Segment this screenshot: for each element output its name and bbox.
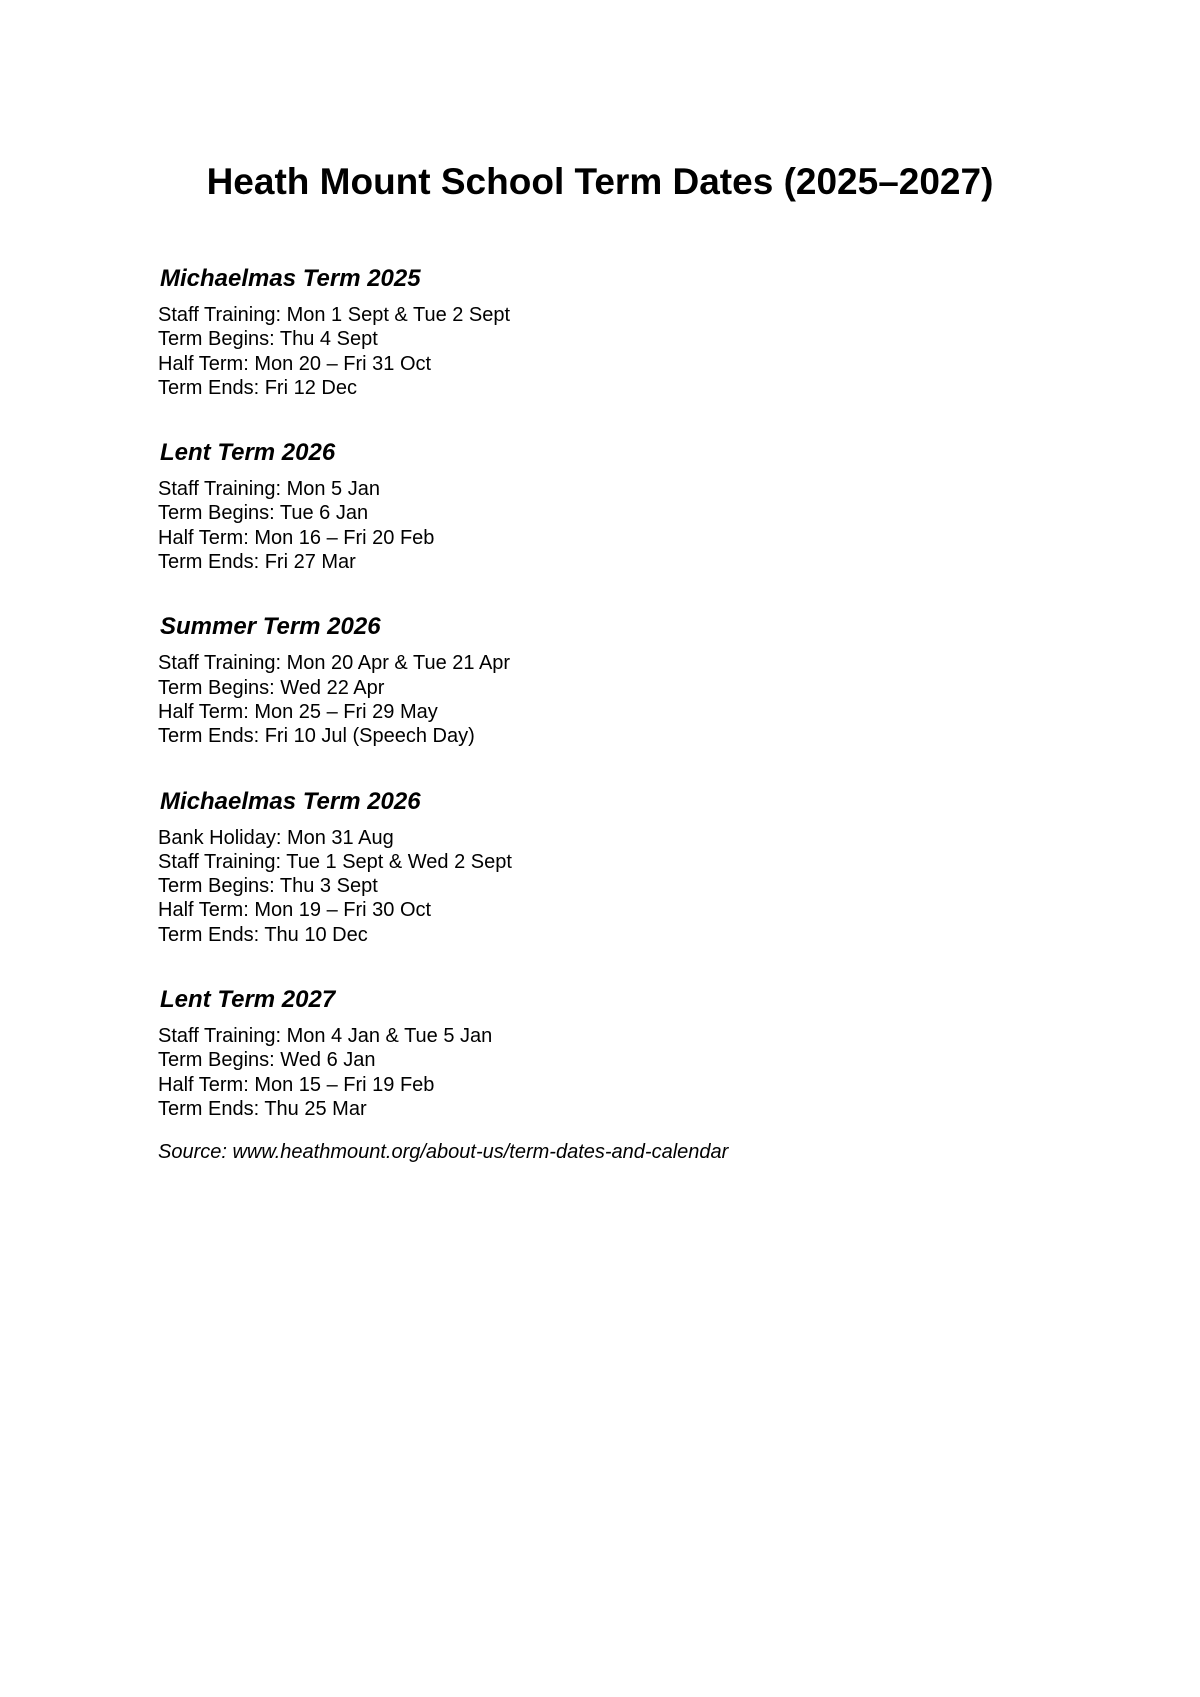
term-begins-line: Term Begins: Tue 6 Jan <box>158 502 369 525</box>
page-title: Heath Mount School Term Dates (2025–2027) <box>206 161 994 202</box>
source-note: Source: www.heathmount.org/about-us/term-dates-and-calendar <box>158 1141 729 1164</box>
term-ends-line: Term Ends: Fri 10 Jul (Speech Day) <box>158 725 475 748</box>
term-begins-line: Term Begins: Wed 6 Jan <box>158 1049 376 1072</box>
term-section-michaelmas-2026 <box>158 787 1108 947</box>
term-ends-line: Term Ends: Thu 10 Dec <box>158 923 368 946</box>
half-term-line: Half Term: Mon 19 – Fri 30 Oct <box>158 899 432 922</box>
term-section-summer-2026 <box>158 612 1108 748</box>
term-date-list <box>158 303 1108 400</box>
term-heading: Lent Term 2027 <box>160 986 336 1014</box>
bank-holiday-line: Bank Holiday: Mon 31 Aug <box>158 826 394 849</box>
half-term-line: Half Term: Mon 20 – Fri 31 Oct <box>158 352 432 375</box>
term-date-list <box>158 826 1108 947</box>
term-section-michaelmas-2025 <box>158 264 1108 400</box>
half-term-line: Half Term: Mon 15 – Fri 19 Feb <box>158 1073 435 1096</box>
term-date-list <box>158 651 1108 748</box>
term-heading: Lent Term 2026 <box>160 439 336 467</box>
term-date-list <box>158 477 1108 574</box>
term-begins-line: Term Begins: Wed 22 Apr <box>158 676 385 699</box>
staff-training-line: Staff Training: Mon 4 Jan & Tue 5 Jan <box>158 1025 493 1048</box>
term-date-list <box>158 1024 1108 1121</box>
term-ends-line: Term Ends: Fri 12 Dec <box>158 376 357 399</box>
half-term-line: Half Term: Mon 16 – Fri 20 Feb <box>158 526 435 549</box>
staff-training-line: Staff Training: Mon 1 Sept & Tue 2 Sept <box>158 304 511 326</box>
staff-training-line: Staff Training: Mon 5 Jan <box>158 478 380 501</box>
term-heading: Michaelmas Term 2026 <box>160 787 421 815</box>
term-section-lent-2026 <box>158 438 1108 574</box>
half-term-line: Half Term: Mon 25 – Fri 29 May <box>158 700 438 723</box>
staff-training-line: Staff Training: Tue 1 Sept & Wed 2 Sept <box>158 850 512 873</box>
term-begins-line: Term Begins: Thu 3 Sept <box>158 875 378 898</box>
term-dates-content <box>158 264 1108 1165</box>
term-begins-line: Term Begins: Thu 4 Sept <box>158 328 378 351</box>
term-ends-line: Term Ends: Fri 27 Mar <box>158 551 356 574</box>
term-ends-line: Term Ends: Thu 25 Mar <box>158 1097 367 1120</box>
term-section-lent-2027 <box>158 985 1108 1121</box>
term-heading: Summer Term 2026 <box>160 613 381 641</box>
staff-training-line: Staff Training: Mon 20 Apr & Tue 21 Apr <box>158 652 511 675</box>
term-heading: Michaelmas Term 2025 <box>160 265 421 292</box>
